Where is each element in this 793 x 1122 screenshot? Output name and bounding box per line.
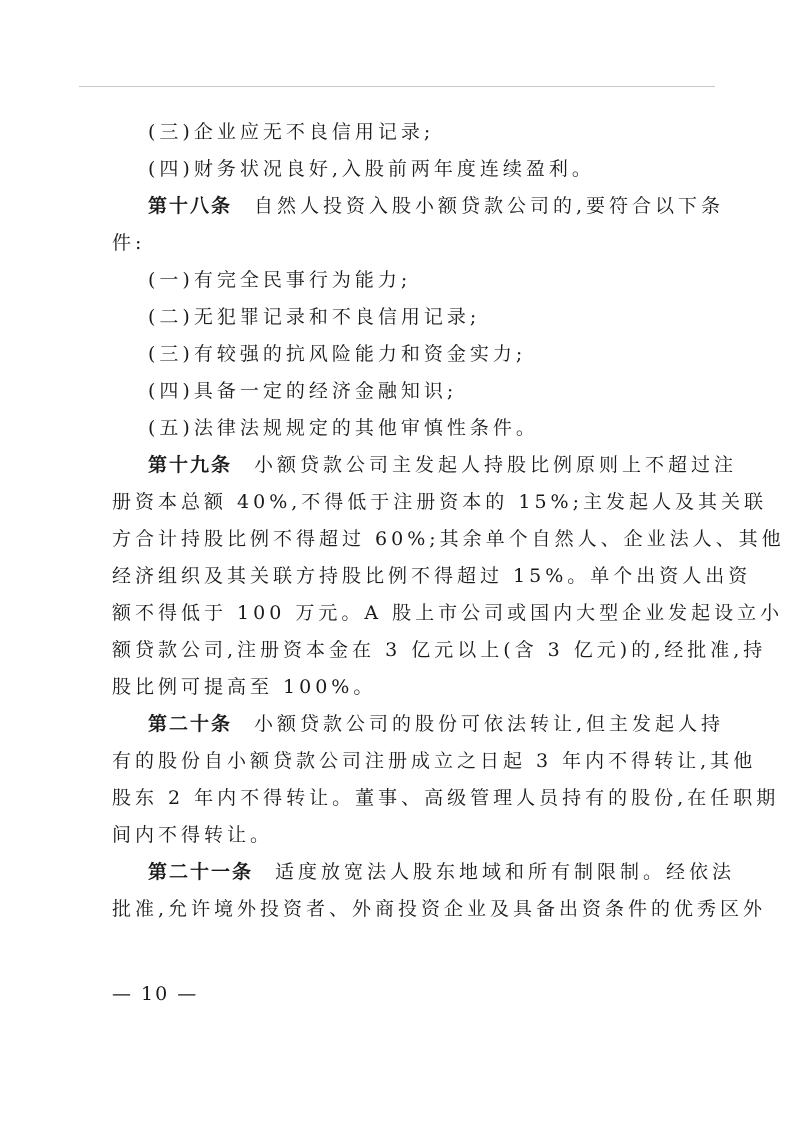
article-line: 间内不得转让。 [112,824,274,846]
article-line: 方合计持股比例不得超过 60%;其余单个自然人、企业法人、其他 [112,528,785,550]
article-title: 第十八条 [148,195,233,217]
list-item: (五)法律法规规定的其他审慎性条件。 [148,417,539,439]
article-19-first-line [112,447,738,484]
article-line: 额不得低于 100 万元。A 股上市公司或国内大型企业发起设立小 [112,602,784,624]
article-text: 适度放宽法人股东地域和所有制限制。经依法 [275,861,736,883]
document-body [112,114,785,928]
list-item: (二)无犯罪记录和不良信用记录; [148,306,481,328]
article-text: 小额贷款公司主发起人持股比例原则上不超过注 [254,454,738,476]
article-line: 经济组织及其关联方持股比例不得超过 15%。单个出资人出资 [112,565,752,587]
article-text: 自然人投资入股小额贷款公司的,要符合以下条 [254,195,725,217]
article-line: 有的股份自小额贷款公司注册成立之日起 3 年内不得转让,其他 [112,750,757,772]
article-18-first-line [112,188,725,225]
list-item: (四)具备一定的经济金融知识; [148,380,458,402]
article-title: 第二十条 [148,713,233,735]
article-text: 小额贷款公司的股份可依法转让,但主发起人持 [254,713,725,735]
list-item: (一)有完全民事行为能力; [148,269,412,291]
article-line: 册资本总额 40%,不得低于注册资本的 15%;主发起人及其关联 [112,491,767,513]
list-item: (四)财务状况良好,入股前两年度连续盈利。 [148,158,595,180]
article-title: 第十九条 [148,454,233,476]
article-line: 批准,允许境外投资者、外商投资企业及具备出资条件的优秀区外 [112,898,767,920]
header-rule [79,86,715,87]
article-title: 第二十一条 [148,861,254,883]
article-line: 股比例可提高至 100%。 [112,676,377,698]
page-number: — 10 — [112,983,199,1005]
list-item: (三)企业应无不良信用记录; [148,121,435,143]
article-21-first-line [112,854,736,891]
article-20-first-line [112,706,725,743]
article-line: 件: [112,232,146,254]
article-line: 股东 2 年内不得转让。董事、高级管理人员持有的股份,在任职期 [112,787,780,809]
article-line: 额贷款公司,注册资本金在 3 亿元以上(含 3 亿元)的,经批准,持 [112,639,767,661]
list-item: (三)有较强的抗风险能力和资金实力; [148,343,527,365]
